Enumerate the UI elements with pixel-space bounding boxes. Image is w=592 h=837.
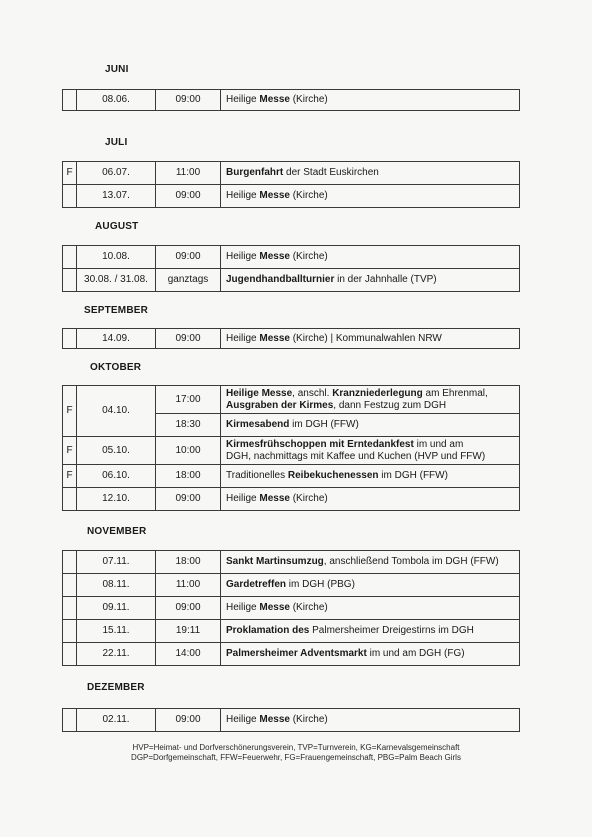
bold-text-run: Messe [259, 332, 290, 344]
text-run: in der Jahnhalle (TVP) [334, 274, 437, 285]
date-cell: 08.06. [77, 90, 156, 111]
date-cell: 22.11. [77, 643, 156, 666]
description-cell [221, 551, 520, 574]
table-dezember [62, 708, 520, 732]
bold-text-run: Messe [259, 493, 290, 504]
text-run: im DGH (FFW) [289, 419, 359, 430]
text-run: DGH, nachmittags mit Kaffee und Kuchen (HVP und FFW) [226, 450, 486, 462]
bold-text-run: Reibekuchenessen [287, 470, 379, 481]
month-heading-juli: JULI [105, 137, 128, 148]
date-cell: 05.10. [77, 437, 156, 465]
date-cell: 30.08. / 31.08. [77, 269, 156, 292]
text-run: Heilige [226, 602, 260, 613]
text-run: im DGH (PBG) [286, 579, 355, 590]
time-cell: 09:00 [156, 488, 221, 511]
bold-text-run: Sankt Martinsumzug [226, 556, 324, 567]
date-cell: 06.07. [77, 162, 156, 185]
date-cell: 13.07. [77, 185, 156, 208]
description-cell [221, 386, 520, 414]
table-oktober [62, 385, 520, 511]
time-cell: 09:00 [156, 329, 221, 349]
flag-cell [63, 709, 77, 732]
text-run: im DGH (FFW) [378, 470, 448, 481]
description-cell [221, 162, 520, 185]
flag-cell [63, 574, 77, 597]
table-row [63, 185, 520, 208]
month-heading-august: AUGUST [95, 221, 139, 232]
description-cell [221, 246, 520, 269]
date-cell: 10.08. [77, 246, 156, 269]
bold-text-run: Messe [259, 714, 290, 725]
table-row [63, 465, 520, 488]
text-run: am Ehrenmal, [422, 387, 488, 399]
table-row [63, 551, 520, 574]
month-heading-oktober: OKTOBER [90, 362, 142, 373]
time-cell: 11:00 [156, 574, 221, 597]
text-run: (Kirche) [289, 251, 328, 262]
date-cell: 15.11. [77, 620, 156, 643]
table-november [62, 550, 520, 666]
description-cell [221, 269, 520, 292]
time-cell: 10:00 [156, 437, 221, 465]
description-cell [221, 597, 520, 620]
flag-cell [63, 597, 77, 620]
bold-text-run: Messe [259, 94, 290, 105]
bold-text-run: Ausgraben der Kirmes [226, 399, 334, 411]
text-run: Palmersheimer Dreigestirns im DGH [309, 625, 474, 636]
text-run: im und am DGH (FG) [366, 648, 465, 659]
flag-cell [63, 488, 77, 511]
table-row [63, 643, 520, 666]
time-cell: 09:00 [156, 709, 221, 732]
table-row [63, 709, 520, 732]
flag-cell: F [63, 465, 77, 488]
bold-text-run: Jugendhandballturnier [226, 274, 335, 285]
text-run: Heilige [226, 251, 260, 262]
table-row [63, 329, 520, 349]
text-run: Heilige [226, 94, 260, 105]
text-run: (Kirche) [289, 602, 328, 613]
text-run: (Kirche) [289, 714, 328, 725]
text-run: , anschließend Tombola im DGH (FFW) [323, 556, 499, 567]
description-cell [221, 329, 520, 349]
table-row [63, 386, 520, 414]
table-juni [62, 89, 520, 111]
bold-text-run: Proklamation des [226, 625, 310, 636]
time-cell: 18:00 [156, 465, 221, 488]
bold-text-run: Messe [259, 602, 290, 613]
time-cell: 19:11 [156, 620, 221, 643]
legend-line: DGP=Dorfgemeinschaft, FFW=Feuerwehr, FG=Frauengemeinschaft, PBG=Palm Beach Girls [131, 753, 461, 762]
bold-text-run: Palmersheimer Adventsmarkt [226, 648, 367, 659]
table-row [63, 437, 520, 465]
time-cell: ganztags [156, 269, 221, 292]
bold-text-run: Messe [259, 251, 290, 262]
table-row [63, 90, 520, 111]
time-cell: 09:00 [156, 597, 221, 620]
flag-cell [63, 329, 77, 349]
flag-cell [63, 269, 77, 292]
description-line [226, 400, 519, 412]
description-line [226, 388, 519, 400]
text-run: Heilige [226, 332, 260, 344]
date-cell: 14.09. [77, 329, 156, 349]
time-cell: 11:00 [156, 162, 221, 185]
bold-text-run: Heilige Messe [226, 387, 293, 399]
flag-cell [63, 90, 77, 111]
description-cell [221, 90, 520, 111]
time-cell: 18:30 [156, 414, 221, 437]
date-cell: 04.10. [77, 386, 156, 437]
description-line [226, 451, 519, 463]
text-run: , dann Festzug zum DGH [333, 399, 447, 411]
time-cell: 14:00 [156, 643, 221, 666]
table-september [62, 328, 520, 349]
time-cell: 09:00 [156, 185, 221, 208]
flag-cell [63, 643, 77, 666]
table-juli [62, 161, 520, 208]
bold-text-run: Kirmesabend [226, 419, 290, 430]
description-cell [221, 620, 520, 643]
time-cell: 17:00 [156, 386, 221, 414]
date-cell: 08.11. [77, 574, 156, 597]
date-cell: 09.11. [77, 597, 156, 620]
flag-cell [63, 620, 77, 643]
table-row [63, 620, 520, 643]
text-run: im und am [413, 438, 464, 450]
table-august [62, 245, 520, 292]
bold-text-run: Messe [259, 190, 290, 201]
month-heading-november: NOVEMBER [87, 526, 147, 537]
description-cell [221, 465, 520, 488]
date-cell: 12.10. [77, 488, 156, 511]
time-cell: 09:00 [156, 246, 221, 269]
abbreviation-legend [0, 743, 592, 763]
description-cell [221, 414, 520, 437]
description-cell [221, 488, 520, 511]
description-cell [221, 574, 520, 597]
month-heading-dezember: DEZEMBER [87, 682, 145, 693]
text-run: (Kirche) [289, 190, 328, 201]
text-run: Traditionelles [226, 470, 288, 481]
bold-text-run: Kranzniederlegung [332, 387, 423, 399]
bold-text-run: Gardetreffen [226, 579, 287, 590]
text-run: (Kirche) [289, 493, 328, 504]
flag-cell [63, 551, 77, 574]
flag-cell: F [63, 437, 77, 465]
month-heading-juni: JUNI [105, 64, 129, 75]
date-cell: 07.11. [77, 551, 156, 574]
flag-cell [63, 185, 77, 208]
month-heading-september: SEPTEMBER [84, 305, 149, 316]
flag-cell: F [63, 162, 77, 185]
table-row [63, 246, 520, 269]
text-run: (Kirche) | Kommunalwahlen NRW [289, 332, 442, 344]
time-cell: 18:00 [156, 551, 221, 574]
table-row [63, 162, 520, 185]
text-run: Heilige [226, 714, 260, 725]
text-run: , anschl. [292, 387, 333, 399]
text-run: (Kirche) [289, 94, 328, 105]
description-cell [221, 185, 520, 208]
flag-cell [63, 246, 77, 269]
text-run: Heilige [226, 493, 260, 504]
text-run: der Stadt Euskirchen [283, 167, 379, 178]
date-cell: 02.11. [77, 709, 156, 732]
date-cell: 06.10. [77, 465, 156, 488]
text-run: Heilige [226, 190, 260, 201]
time-cell: 09:00 [156, 90, 221, 111]
description-cell [221, 643, 520, 666]
description-cell [221, 437, 520, 465]
description-line [226, 439, 519, 451]
table-row [63, 269, 520, 292]
description-cell [221, 709, 520, 732]
legend-line: HVP=Heimat- und Dorfverschönerungsverein, TVP=Turnverein, KG=Karnevalsgemeinschaft [132, 743, 460, 752]
table-row [63, 597, 520, 620]
table-row [63, 574, 520, 597]
bold-text-run: Burgenfahrt [226, 167, 284, 178]
flag-cell: F [63, 386, 77, 437]
bold-text-run: Kirmesfrühschoppen mit Erntedankfest [226, 438, 414, 450]
table-row [63, 488, 520, 511]
